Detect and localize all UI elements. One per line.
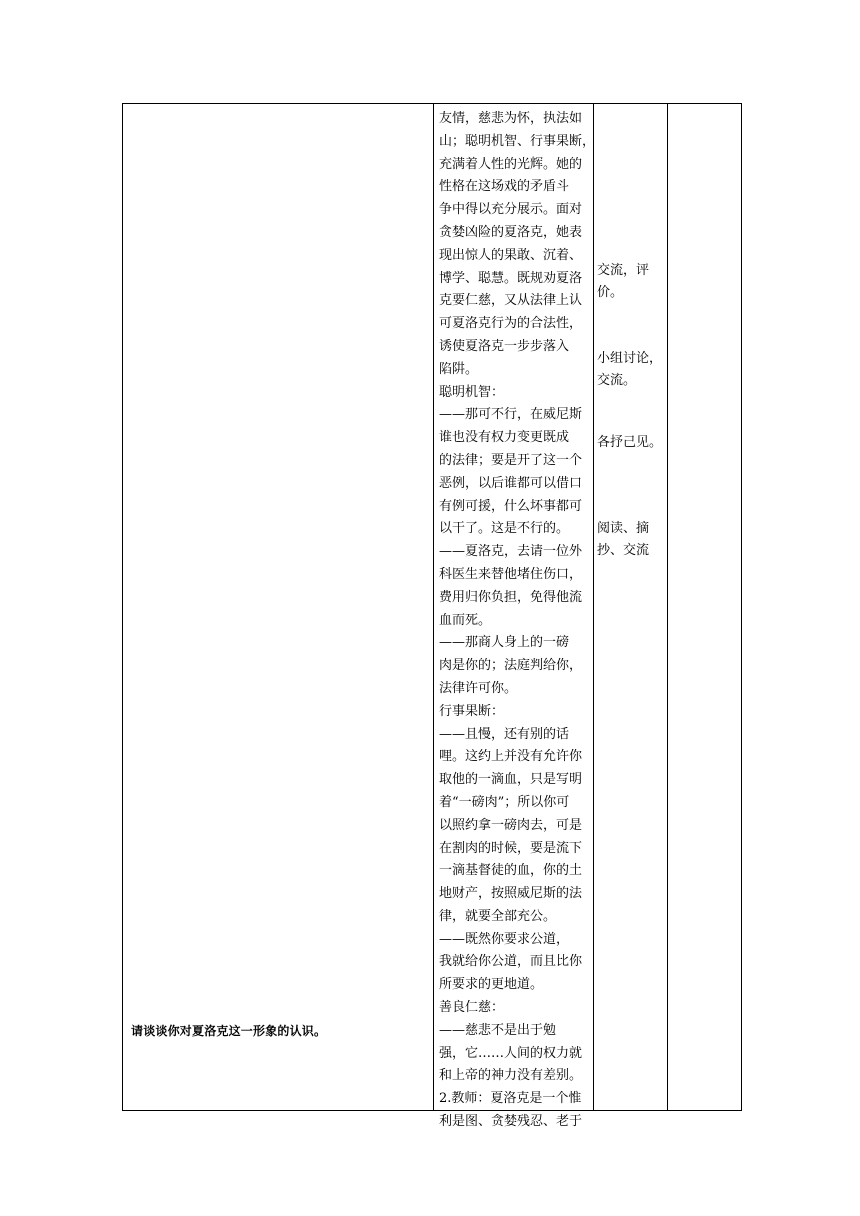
content-line: 所要求的更地道。 bbox=[439, 977, 544, 993]
content-line: 法律许可你。 bbox=[439, 680, 518, 696]
content-line: 肉是你的；法庭判给你， bbox=[439, 658, 583, 674]
content-line: ——慈悲不是出于勉 bbox=[439, 1022, 557, 1038]
content-line: 聪明机智： bbox=[439, 384, 505, 400]
content-line: ——那可不行，在威尼斯 bbox=[439, 407, 583, 423]
content-line: 以干了。这是不行的。 bbox=[439, 521, 570, 537]
content-line: 地财产，按照威尼斯的法 bbox=[439, 886, 583, 902]
activity-line: 小组讨论， bbox=[597, 351, 663, 366]
content-line: 山；聪明机智、行事果断， bbox=[439, 133, 596, 149]
activity-line: 抄、交流 bbox=[597, 543, 650, 558]
content-line: 友情，慈悲为怀，执法如 bbox=[439, 111, 583, 126]
content-line: 一滴基督徒的血，你的土 bbox=[439, 863, 583, 879]
content-line: 以照约拿一磅肉去，可是 bbox=[439, 817, 583, 833]
content-line: 和上帝的神力没有差别。 bbox=[439, 1068, 583, 1084]
content-line: 哩。这约上并没有允许你 bbox=[439, 749, 583, 765]
activity-line: 各抒己见。 bbox=[597, 435, 663, 450]
content-line: 强，它……人间的权力就 bbox=[439, 1045, 583, 1061]
content-line: ——那商人身上的一磅 bbox=[439, 635, 570, 651]
content-line: 有例可援，什么坏事都可 bbox=[439, 498, 583, 514]
content-line: 陷阱。 bbox=[439, 361, 479, 377]
activity-note bbox=[597, 260, 649, 304]
content-line: 着“一磅肉”；所以你可 bbox=[439, 794, 570, 810]
content-line: 律，就要全部充公。 bbox=[439, 908, 557, 924]
content-line: 在割肉的时候，要是流下 bbox=[439, 840, 583, 856]
activity-note bbox=[597, 348, 662, 392]
content-line: 现出惊人的果敢、沉着、 bbox=[439, 247, 583, 263]
content-line: ——夏洛克，去请一位外 bbox=[439, 544, 583, 560]
table-cell-student-activities bbox=[593, 104, 667, 1110]
table-cell-content bbox=[433, 104, 596, 1130]
content-line: 血而死。 bbox=[439, 612, 492, 628]
content-line: 2.教师：夏洛克是一个惟 bbox=[439, 1091, 582, 1107]
content-line: 科医生来替他堵住伤口， bbox=[439, 566, 583, 582]
content-line: 争中得以充分展示。面对 bbox=[439, 202, 583, 218]
content-line: 我就给你公道，而且比你 bbox=[439, 954, 583, 970]
table-cell-notes bbox=[667, 104, 743, 1110]
content-line: 的法律；要是开了这一个 bbox=[439, 452, 583, 468]
content-line: 诱使夏洛克一步步落入 bbox=[439, 338, 570, 354]
content-line: 行事果断： bbox=[439, 703, 505, 719]
content-line: 恶例，以后谁都可以借口 bbox=[439, 475, 583, 491]
content-line: 充满着人性的光辉。她的 bbox=[439, 156, 583, 172]
content-line: ——且慢，还有别的话 bbox=[439, 726, 570, 742]
content-line: 克要仁慈，又从法律上认 bbox=[439, 293, 583, 309]
content-line: 利是图、贪婪残忍、老于 bbox=[439, 1114, 583, 1130]
content-line: 贪婪凶险的夏洛克，她表 bbox=[439, 224, 583, 240]
discussion-question: 请谈谈你对夏洛克这一形象的认识。 bbox=[131, 1024, 327, 1038]
activity-line: 阅读、摘 bbox=[597, 521, 650, 536]
content-line: ——既然你要求公道， bbox=[439, 931, 570, 947]
activity-note bbox=[597, 518, 649, 562]
content-line: 可夏洛克行为的合法性， bbox=[439, 316, 583, 332]
table-cell-teacher-prompt bbox=[123, 104, 433, 1110]
content-line: 费用归你负担，免得他流 bbox=[439, 589, 583, 605]
activity-line: 交流，评 bbox=[597, 263, 650, 278]
content-line: 取他的一滴血，只是写明 bbox=[439, 772, 583, 788]
content-line: 谁也没有权力变更既成 bbox=[439, 430, 570, 446]
lesson-plan-table bbox=[122, 103, 742, 1130]
content-line: 博学、聪慧。既规劝夏洛 bbox=[439, 270, 583, 286]
content-line: 善良仁慈： bbox=[439, 1000, 505, 1016]
activity-note bbox=[597, 432, 662, 454]
activity-line: 价。 bbox=[597, 285, 624, 300]
activity-line: 交流。 bbox=[597, 373, 637, 388]
content-line: 性格在这场戏的矛盾斗 bbox=[439, 179, 570, 195]
